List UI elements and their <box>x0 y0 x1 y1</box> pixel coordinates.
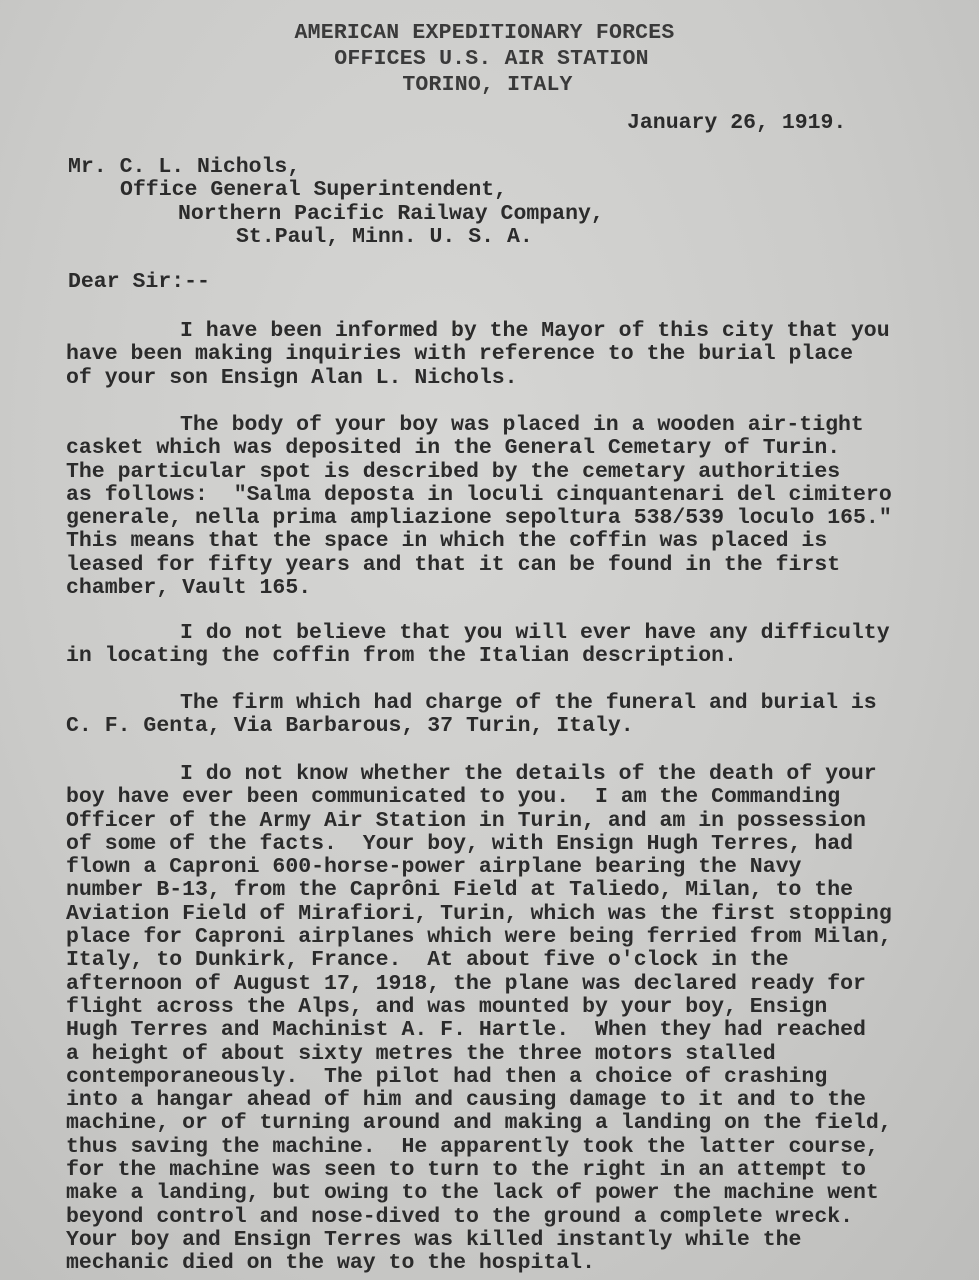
text-line: The body of your boy was placed in a wooden air-tight <box>180 413 864 437</box>
text-line: I have been informed by the Mayor of this city that you <box>180 319 890 343</box>
text-line: flown a Caproni 600-horse-power airplane bearing the Navy <box>66 855 802 880</box>
text-line: a height of about sixty metres the three motors stalled <box>66 1041 776 1066</box>
text-line: into a hangar ahead of him and causing damage to it and to the <box>66 1088 866 1113</box>
paragraph <box>66 414 966 600</box>
text-line: Your boy and Ensign Terres was killed instantly while the <box>66 1227 802 1252</box>
text-line: casket which was deposited in the General Cemetary of Turin. <box>66 436 841 461</box>
letter-date: January 26, 1919. <box>627 111 847 135</box>
text-line: thus saving the machine. He apparently took the latter course, <box>66 1134 879 1159</box>
text-line: place for Caproni airplanes which were being ferried from Milan, <box>66 925 892 950</box>
text-line: in locating the coffin from the Italian description. <box>66 644 737 669</box>
letterhead-line: OFFICES U.S. AIR STATION <box>334 47 649 71</box>
salutation: Dear Sir:-- <box>68 270 210 294</box>
text-line: Aviation Field of Mirafiori, Turin, which was the first stopping <box>66 901 892 926</box>
paragraph <box>66 692 966 739</box>
letterhead-line: AMERICAN EXPEDITIONARY FORCES <box>294 21 675 45</box>
text-line: boy have ever been communicated to you. I am the Commanding <box>66 785 841 810</box>
text-line: contemporaneously. The pilot had then a choice of crashing <box>66 1064 828 1089</box>
recipient-address <box>68 156 604 249</box>
text-line: leased for fifty years and that it can be found in the first <box>66 552 841 577</box>
paragraph <box>66 320 966 390</box>
text-line: of your son Ensign Alan L. Nichols. <box>66 365 518 390</box>
text-line: The firm which had charge of the funeral and burial is <box>180 691 877 715</box>
letterhead-line: TORINO, ITALY <box>402 73 573 97</box>
address-line: St.Paul, Minn. U. S. A. <box>236 224 533 249</box>
text-line: mechanic died on the way to the hospital. <box>66 1251 595 1276</box>
text-line: beyond control and nose-dived to the ground a complete wreck. <box>66 1204 854 1229</box>
text-line: machine, or of turning around and making a landing on the field, <box>66 1111 892 1136</box>
text-line: have been making inquiries with reference to the burial place <box>66 342 854 367</box>
text-line: Italy, to Dunkirk, France. At about five o'clock in the <box>66 948 789 973</box>
paragraph <box>66 763 966 1276</box>
text-line: I do not believe that you will ever have any difficulty <box>180 621 890 645</box>
text-line: This means that the space in which the coffin was placed is <box>66 529 828 554</box>
address-line: Office General Superintendent, <box>120 178 508 203</box>
text-line: Hugh Terres and Machinist A. F. Hartle. When they had reached <box>66 1018 866 1043</box>
text-line: The particular spot is described by the cemetary authorities <box>66 459 841 484</box>
text-line: number B-13, from the Caprôni Field at Taliedo, Milan, to the <box>66 878 854 903</box>
text-line: for the machine was seen to turn to the right in an attempt to <box>66 1158 866 1183</box>
address-line: Northern Pacific Railway Company, <box>178 201 604 226</box>
text-line: I do not know whether the details of the death of your <box>180 762 877 786</box>
text-line: Officer of the Army Air Station in Turin, and am in possession <box>66 808 866 833</box>
address-line: Mr. C. L. Nichols, <box>68 155 301 179</box>
text-line: make a landing, but owing to the lack of power the machine went <box>66 1181 879 1206</box>
text-line: of some of the facts. Your boy, with Ensign Hugh Terres, had <box>66 831 854 856</box>
text-line: chamber, Vault 165. <box>66 576 312 601</box>
text-line: afternoon of August 17, 1918, the plane was declared ready for <box>66 971 866 996</box>
text-line: generale, nella prima ampliazione sepoltura 538/539 loculo 165." <box>66 506 892 531</box>
letterhead <box>0 20 979 98</box>
paragraph <box>66 622 966 669</box>
text-line: flight across the Alps, and was mounted by your boy, Ensign <box>66 994 828 1019</box>
text-line: C. F. Genta, Via Barbarous, 37 Turin, Italy. <box>66 714 634 739</box>
text-line: as follows: "Salma deposta in loculi cinquantenari del cimitero <box>66 482 892 507</box>
